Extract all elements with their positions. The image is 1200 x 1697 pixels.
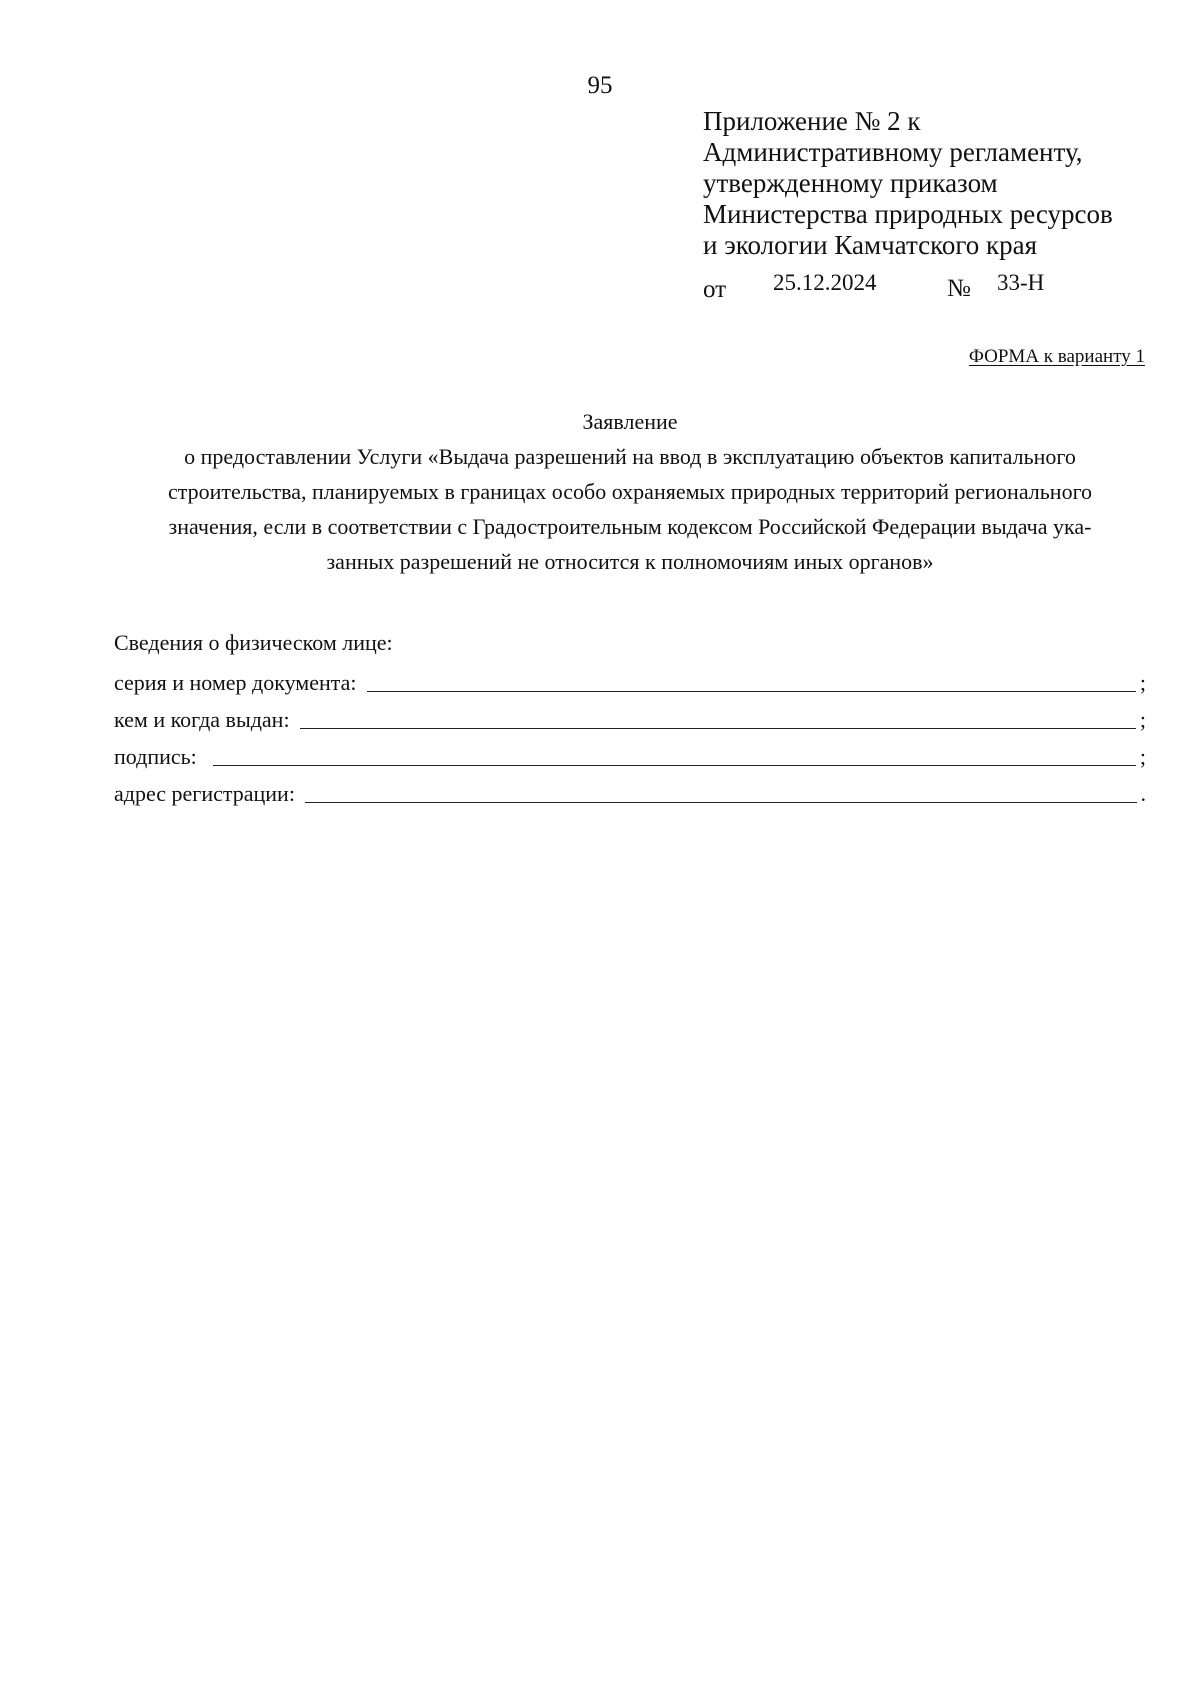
field-label: адрес регистрации: xyxy=(114,781,295,806)
document-number-field xyxy=(114,661,1146,698)
appendix-line: Приложение № 2 к xyxy=(703,106,921,136)
statement-line: о предоставлении Услуги «Выдача разрешений на ввод в эксплуатацию объектов капитального xyxy=(184,444,1076,469)
issued-by-blank[interactable] xyxy=(300,727,1136,729)
order-number: 33-Н xyxy=(997,270,1045,295)
field-terminator: . xyxy=(1140,781,1146,806)
appendix-line: Административному регламенту, xyxy=(703,137,1083,167)
issued-by-field xyxy=(114,698,1146,735)
statement-line: значения, если в соответствии с Градостроительным кодексом Российской Федерации выдача ука- xyxy=(168,514,1092,539)
registration-address-field xyxy=(114,772,1146,809)
registration-address-blank[interactable] xyxy=(305,801,1137,803)
person-info-section xyxy=(114,624,1146,809)
document-number-blank[interactable] xyxy=(367,690,1136,692)
signature-field xyxy=(114,735,1146,772)
statement-line: строительства, планируемых в границах особо охраняемых природных территорий регионального xyxy=(167,479,1093,504)
field-terminator: ; xyxy=(1139,670,1146,695)
field-label: кем и когда выдан: xyxy=(114,707,290,732)
appendix-line: Министерства природных ресурсов xyxy=(703,199,1113,229)
field-terminator: ; xyxy=(1139,707,1146,732)
order-from-label: от xyxy=(703,276,727,303)
page-number: 95 xyxy=(587,72,613,99)
order-date: 25.12.2024 xyxy=(773,270,877,295)
signature-blank[interactable] xyxy=(213,764,1136,766)
field-label: подпись: xyxy=(114,744,197,769)
appendix-line: и экологии Камчатского края xyxy=(703,230,1037,260)
order-number-sign: № xyxy=(947,275,971,302)
order-details xyxy=(703,270,1163,304)
appendix-line: утвержденному приказом xyxy=(703,168,998,198)
statement-title: Заявление xyxy=(582,409,678,434)
form-variant-label: ФОРМА к варианту 1 xyxy=(968,346,1145,367)
statement-block xyxy=(110,404,1150,579)
statement-line: занных разрешений не относится к полномочиям иных органов» xyxy=(326,549,934,574)
person-info-heading: Сведения о физическом лице: xyxy=(114,630,393,655)
field-label: серия и номер документа: xyxy=(114,670,357,695)
appendix-block xyxy=(703,106,1163,261)
field-terminator: ; xyxy=(1139,744,1146,769)
